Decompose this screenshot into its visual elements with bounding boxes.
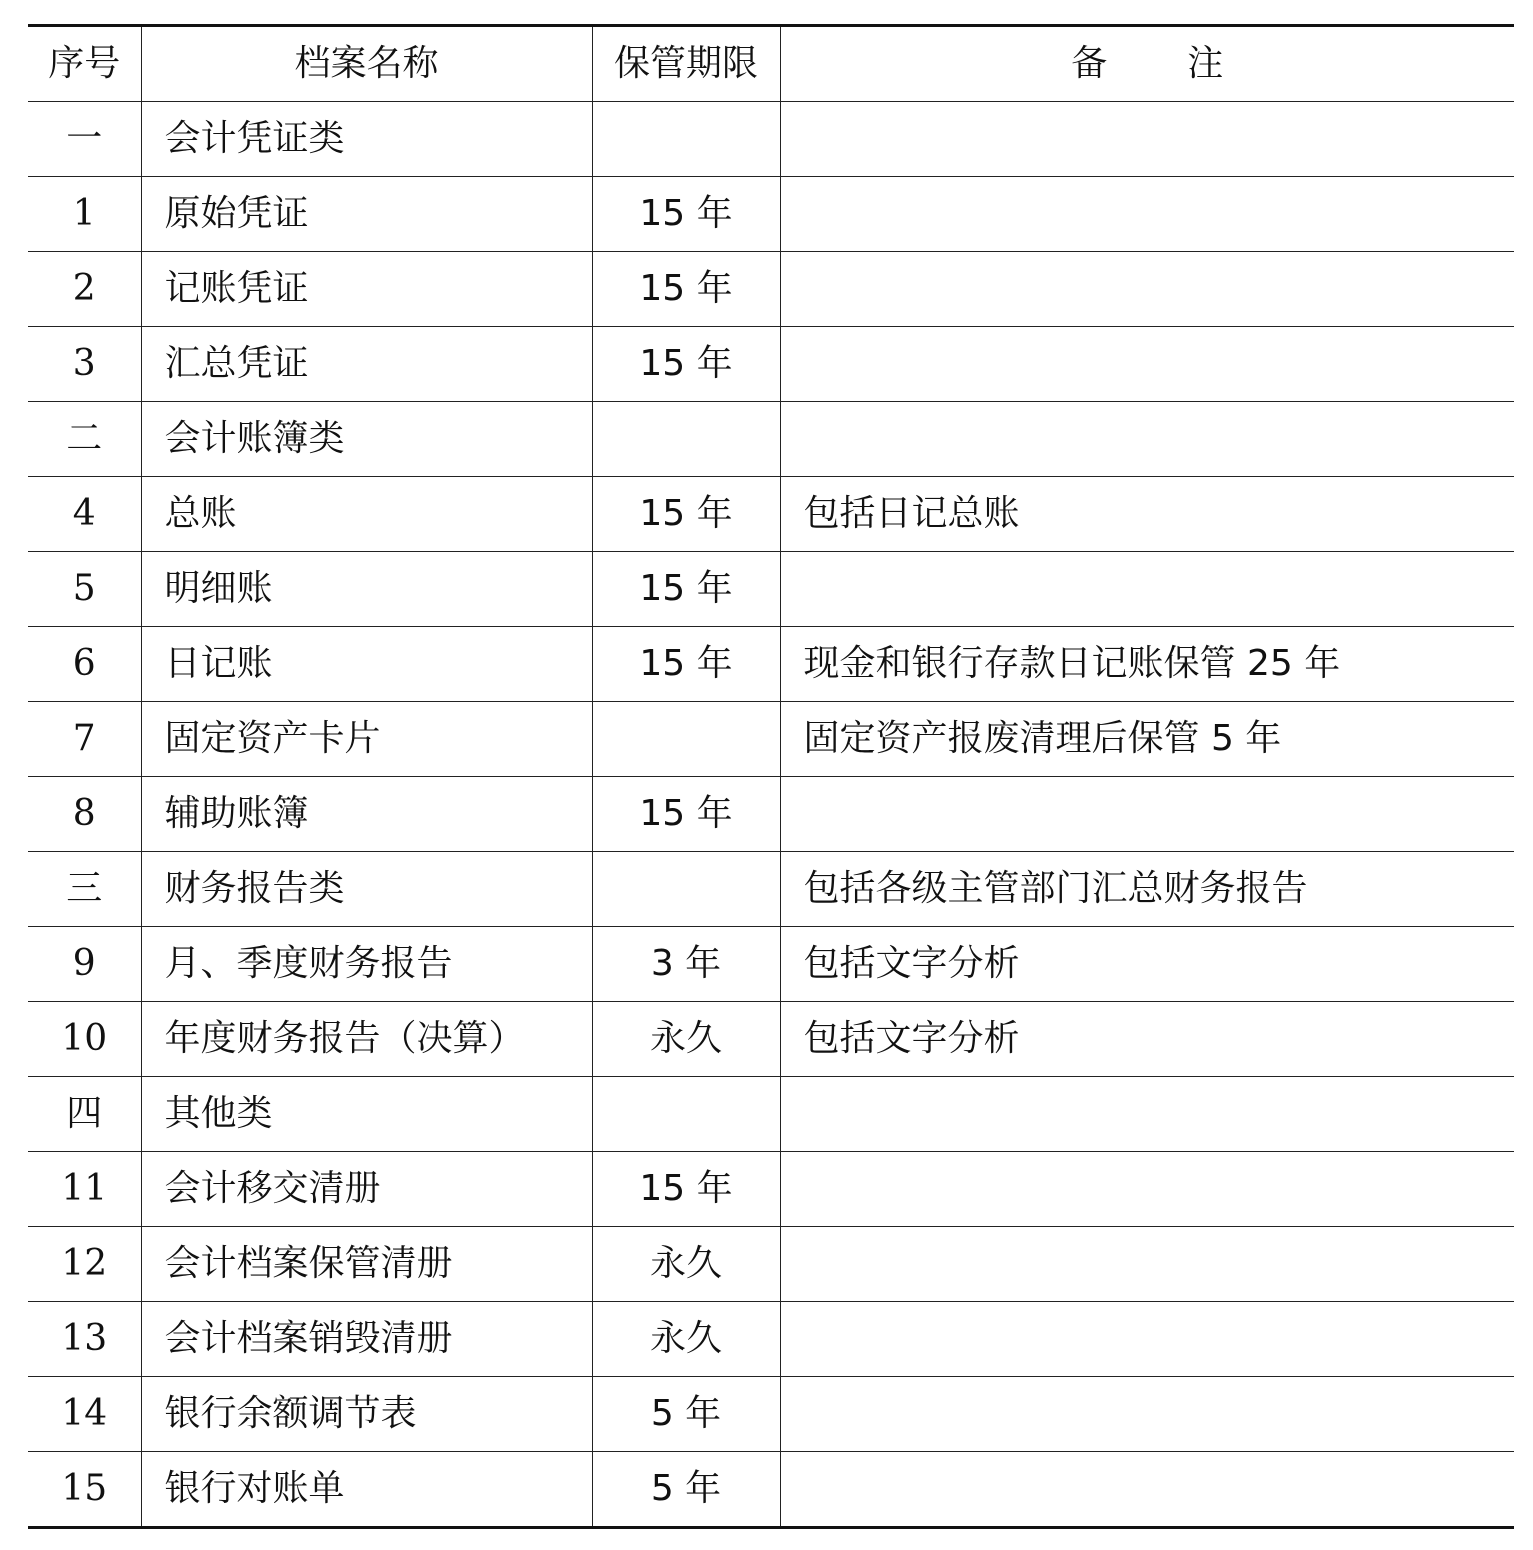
table-row (28, 1452, 1514, 1528)
row-name-cell: 会计账簿类 (141, 402, 592, 477)
table-row (28, 402, 1514, 477)
row-name-cell: 原始凭证 (141, 177, 592, 252)
header-remark (780, 26, 1514, 102)
row-note-cell (780, 402, 1514, 477)
row-period-cell: 15 年 (592, 177, 780, 252)
row-note-cell: 包括日记总账 (780, 477, 1514, 552)
row-note-cell: 包括文字分析 (780, 927, 1514, 1002)
row-period-cell: 永久 (592, 1227, 780, 1302)
table-row (28, 1002, 1514, 1077)
row-note-cell (780, 1152, 1514, 1227)
row-period-cell: 15 年 (592, 477, 780, 552)
row-index-cell: 一 (28, 102, 141, 177)
table-row (28, 1077, 1514, 1152)
row-period-cell: 5 年 (592, 1452, 780, 1528)
row-index-cell: 10 (28, 1002, 141, 1077)
header-index: 序号 (28, 26, 141, 102)
header-remark-char-1: 备 (1071, 43, 1108, 84)
row-index-cell: 6 (28, 627, 141, 702)
row-index-cell: 7 (28, 702, 141, 777)
row-period-cell: 15 年 (592, 627, 780, 702)
row-index-cell: 4 (28, 477, 141, 552)
row-name-cell: 会计移交清册 (141, 1152, 592, 1227)
table-row (28, 852, 1514, 927)
row-note-cell (780, 1302, 1514, 1377)
row-name-cell: 会计凭证类 (141, 102, 592, 177)
row-note-cell (780, 1227, 1514, 1302)
table-row (28, 552, 1514, 627)
row-note-cell (780, 1452, 1514, 1528)
row-name-cell: 日记账 (141, 627, 592, 702)
table-row (28, 327, 1514, 402)
row-period-cell (592, 402, 780, 477)
row-note-cell (780, 552, 1514, 627)
row-note-cell: 固定资产报废清理后保管 5 年 (780, 702, 1514, 777)
row-index-cell: 三 (28, 852, 141, 927)
row-period-cell: 永久 (592, 1002, 780, 1077)
row-name-cell: 总账 (141, 477, 592, 552)
row-name-cell: 明细账 (141, 552, 592, 627)
row-note-cell: 包括文字分析 (780, 1002, 1514, 1077)
row-note-cell (780, 252, 1514, 327)
table-row (28, 927, 1514, 1002)
row-index-cell: 二 (28, 402, 141, 477)
row-note-cell (780, 1377, 1514, 1452)
row-name-cell: 辅助账簿 (141, 777, 592, 852)
table-body (28, 102, 1514, 1528)
row-name-cell: 银行对账单 (141, 1452, 592, 1528)
header-remark-char-2: 注 (1187, 43, 1224, 84)
row-name-cell: 月、季度财务报告 (141, 927, 592, 1002)
table-row (28, 627, 1514, 702)
row-name-cell: 其他类 (141, 1077, 592, 1152)
row-period-cell: 永久 (592, 1302, 780, 1377)
archive-retention-table (28, 24, 1514, 1529)
row-index-cell: 11 (28, 1152, 141, 1227)
row-note-cell (780, 177, 1514, 252)
row-period-cell: 15 年 (592, 1152, 780, 1227)
row-index-cell: 2 (28, 252, 141, 327)
row-index-cell: 四 (28, 1077, 141, 1152)
row-name-cell: 记账凭证 (141, 252, 592, 327)
table-row (28, 477, 1514, 552)
row-index-cell: 9 (28, 927, 141, 1002)
row-name-cell: 会计档案销毁清册 (141, 1302, 592, 1377)
row-index-cell: 14 (28, 1377, 141, 1452)
header-period: 保管期限 (592, 26, 780, 102)
row-note-cell: 现金和银行存款日记账保管 25 年 (780, 627, 1514, 702)
row-period-cell (592, 852, 780, 927)
row-index-cell: 15 (28, 1452, 141, 1528)
table-row (28, 777, 1514, 852)
table-row (28, 1302, 1514, 1377)
row-note-cell (780, 1077, 1514, 1152)
row-period-cell: 5 年 (592, 1377, 780, 1452)
header-name: 档案名称 (141, 26, 592, 102)
row-period-cell (592, 1077, 780, 1152)
row-period-cell: 3 年 (592, 927, 780, 1002)
table-row (28, 1377, 1514, 1452)
table-row (28, 252, 1514, 327)
row-name-cell: 年度财务报告（决算） (141, 1002, 592, 1077)
row-period-cell: 15 年 (592, 552, 780, 627)
row-period-cell: 15 年 (592, 777, 780, 852)
row-index-cell: 3 (28, 327, 141, 402)
row-period-cell: 15 年 (592, 327, 780, 402)
row-period-cell (592, 702, 780, 777)
row-name-cell: 银行余额调节表 (141, 1377, 592, 1452)
table-row (28, 102, 1514, 177)
row-note-cell (780, 327, 1514, 402)
row-index-cell: 5 (28, 552, 141, 627)
table-row (28, 702, 1514, 777)
row-name-cell: 固定资产卡片 (141, 702, 592, 777)
archive-retention-table-container (28, 24, 1514, 1529)
row-index-cell: 8 (28, 777, 141, 852)
row-name-cell: 汇总凭证 (141, 327, 592, 402)
row-note-cell (780, 102, 1514, 177)
row-note-cell: 包括各级主管部门汇总财务报告 (780, 852, 1514, 927)
row-index-cell: 12 (28, 1227, 141, 1302)
row-index-cell: 1 (28, 177, 141, 252)
row-period-cell: 15 年 (592, 252, 780, 327)
row-index-cell: 13 (28, 1302, 141, 1377)
row-name-cell: 会计档案保管清册 (141, 1227, 592, 1302)
table-row (28, 1152, 1514, 1227)
row-period-cell (592, 102, 780, 177)
row-name-cell: 财务报告类 (141, 852, 592, 927)
table-row (28, 177, 1514, 252)
table-header-row (28, 26, 1514, 102)
row-note-cell (780, 777, 1514, 852)
table-row (28, 1227, 1514, 1302)
